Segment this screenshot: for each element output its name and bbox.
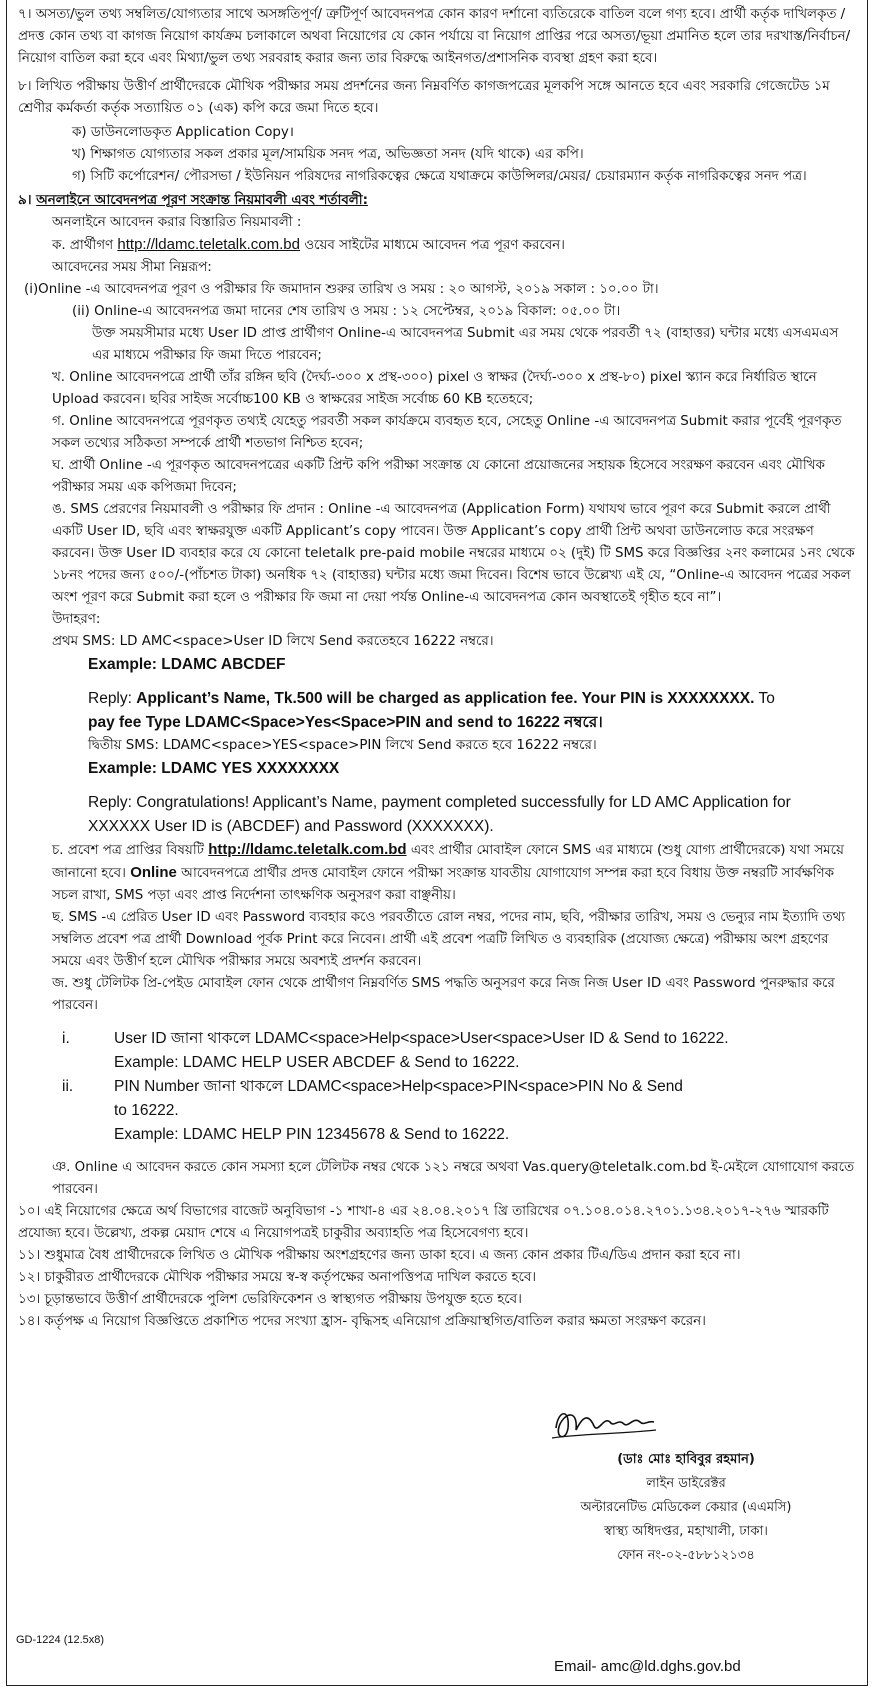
recovery-password-example: Example: LDAMC HELP PIN 12345678 & Send to 16222. <box>114 1126 510 1143</box>
clause-14: ১৪। কর্তৃপক্ষ এ নিয়োগ বিজ্ঞপ্তিতে প্রকাশিত পদের সংখ্যা হ্রাস- বৃদ্ধিসহ এনিয়োগ প্রক্রিয়াস্থগিত/বাতিল করার ক্ষমতা সংরক্ষণ করেন। <box>18 1314 706 1329</box>
recovery-password-number: ii. <box>62 1078 74 1095</box>
circular-document <box>18 4 856 1333</box>
clause-9-cha-text: এবং প্রার্থীর মোবাইল ফোনে SMS এর মাধ্যমে (শুধু যোগ্য প্রার্থীদেরকে) যথা সময়ে জানানো হবে। <box>52 843 844 881</box>
clause-9-ka-label: ক. প্রার্থীগণ <box>52 238 114 253</box>
first-reply <box>18 687 856 711</box>
clause-9-kha: খ. Online আবেদনপত্রে প্রার্থী তাঁর রঙ্গিন ছবি (দৈর্ঘ্য-৩০০ x প্রস্থ-৩০০) pixel ও স্বাক্ষর (দৈর্ঘ্য-৩০০ x প্রস্থ-৮০) pixel স্ক্যান করে নির্ধারিত স্থানে Upload করবেন। ছবির সাইজ সর্বোচ্চ100 KB ও স্বাক্ষরের সাইজ সর্বোচ্চ 60 KB হতেহবে; <box>52 370 817 407</box>
recovery-password-text: PIN Number জানা থাকলে LDAMC<space>Help<space>PIN<space>PIN No & Send to 16222. <box>114 1078 683 1119</box>
signatory-designation: লাইন ডাইরেক্টর <box>646 1476 726 1491</box>
first-sms-example: Example: LDAMC ABCDEF <box>88 656 286 673</box>
second-reply <box>18 791 856 839</box>
signatory-phone: ফোন নং-০২-৫৮৮১২১৩৪ <box>617 1548 755 1563</box>
signatory-email[interactable]: Email- amc@ld.dghs.gov.bd <box>554 1658 741 1675</box>
second-reply-label: Reply: <box>88 794 132 811</box>
first-reply-line-2: pay fee Type LDAMC<Space>Yes<Space>PIN and send to 16222 নম্বরে। <box>88 714 603 731</box>
clause-8-ga: গ) সিটি কর্পোরেশন/ পৌরসভা / ইউনিয়ন পরিষদের নাগরিকত্বের ক্ষেত্রে যথাক্রমে কাউন্সিলর/মেয়র/ চেয়ারম্যান কর্তৃক নাগরিকত্বের সনদ পত্র। <box>72 169 807 184</box>
clause-9-uo: ঙ. SMS প্রেরণের নিয়মাবলী ও পরীক্ষার ফি প্রদান : Online -এ আবেদনপত্র (Application Form) যথাযথ ভাবে পূরণ করে Submit করলে প্রার্থী একটি User ID, ছবি এবং স্বাক্ষরযুক্ত একটি Applicant’s copy পাবেন। উক্ত Applicant’s copy প্রার্থী প্রিন্ট অথবা ডাউনলোড করে সংরক্ষণ করবেন। উক্ত User ID ব্যবহার করে যে কোনো teletalk pre-paid mobile নম্বরের মাধ্যমে ০২ (দুই) টি SMS করে বিজ্ঞপ্তির ২নং কলামের ১নং থেকে ১৮নং পদের জন্য ৫০০/-(পাঁচশত টাকা) অনধিক ৭২ (বাহাত্তর) ঘন্টার মধ্যে জমা দিবেন। বিশেষ ভাবে উল্লেখ্য এই যে, “Online-এ আবেদন পত্রের সকল অংশ পূরণ করে Submit করা হলে ও পরীক্ষার ফি জমা না দেয়া পর্যন্ত Online-এ আবেদনপত্র কোন অবস্থাতেই গৃহীত হবে না”। <box>52 502 855 605</box>
recovery-user-id-number: i. <box>62 1030 70 1047</box>
first-reply-label: Reply: <box>88 690 132 707</box>
clause-13: ১৩। চূড়ান্তভাবে উত্তীর্ণ প্রার্থীদেরকে পুলিশ ভেরিফিকেশন ও স্বাস্থ্যগত পরীক্ষায় উপযুক্ত হতে হবে। <box>18 1292 522 1307</box>
admit-card-link[interactable]: http://ldamc.teletalk.com.bd <box>208 841 407 858</box>
clause-9-nio: ঞ. Online এ আবেদন করতে কোন সমস্যা হলে টেলিটক নম্বর থেকে ১২১ নম্বরে অথবা Vas.query@teletalk.com.bd ই-মেইলে যোগাযোগ করতে পারবেন। <box>52 1160 855 1197</box>
online-rules-intro: অনলাইনে আবেদন করার বিস্তারিত নিয়মাবলী : <box>52 215 302 230</box>
recovery-user-id-example: Example: LDAMC HELP USER ABCDEF & Send to 16222. <box>114 1054 520 1071</box>
end-date: (ii) Online-এ আবেদনপত্র জমা দানের শেষ তারিখ ও সময় : ১২ সেপ্টেম্বর, ২০১৯ বিকাল: ০৫.০০ টা। <box>72 304 621 319</box>
clause-9-number: ৯। <box>18 193 32 208</box>
signatory-name: (ডাঃ মোঃ হাবিবুর রহমান) <box>617 1452 755 1467</box>
signatory-office: স্বাস্থ্য অধিদপ্তর, মহাখালী, ঢাকা। <box>604 1524 768 1539</box>
clause-9-ka <box>18 234 856 257</box>
signatory-block <box>536 1448 836 1568</box>
recovery-password <box>18 1075 856 1147</box>
clause-9-ka-text: ওয়েব সাইটের মাধ্যমে আবেদন পত্র পূরণ করবেন। <box>304 238 565 253</box>
clause-11: ১১। শুধুমাত্র বৈধ প্রার্থীদেরকে লিখিত ও মৌখিক পরীক্ষায় অংশগ্রহণের জন্য ডাকা হবে। এ জন্য কোন প্রকার টিএ/ডিএ প্রদান করা হবে না। <box>18 1248 741 1263</box>
clause-12: ১২। চাকুরীরত প্রার্থীদেরকে মৌখিক পরীক্ষার সময়ে স্ব-স্ব কর্তৃপক্ষের অনাপত্তিপত্র দাখিল করতে হবে। <box>18 1270 537 1285</box>
time-limit-heading: আবেদনের সময় সীমা নিম্নরূপ: <box>52 260 212 275</box>
clause-9-cha-label: চ. প্রবেশ পত্র প্রাপ্তির বিষয়টি <box>52 843 204 858</box>
clause-9-cha-online: Online <box>130 864 177 881</box>
second-reply-text: Congratulations! Applicant’s Name, payment completed successfully for LD AMC Application for XXXXXX User ID is (ABCDEF) and Password (XXXXXXX). <box>88 794 791 835</box>
clause-9-gha: ঘ. প্রার্থী Online -এ পূরণকৃত আবেদনপত্রের একটি প্রিন্ট কপি পরীক্ষা সংক্রান্ত যে কোনো প্রয়োজনের সহায়ক হিসেবে সংরক্ষণ করবেন এবং মৌখিক পরীক্ষার সময় এক কপিজমা দিবেন; <box>52 458 825 495</box>
example-heading: উদাহরণ: <box>52 612 101 627</box>
signatory-unit: অল্টারনেটিভ মেডিকেল কেয়ার (এএমসি) <box>580 1500 792 1515</box>
clause-8-kha: খ) শিক্ষাগত যোগ্যতার সকল প্রকার মূল/সাময়িক সনদ পত্র, অভিজ্ঞতা সনদ (যদি থাকে) এর কপি। <box>72 147 584 162</box>
signature <box>548 1398 660 1448</box>
recovery-user-id <box>18 1027 856 1075</box>
first-reply-to: To <box>758 690 775 707</box>
clause-9-ga: গ. Online আবেদনপত্রে পূরণকৃত তথ্যই যেহেতু পরবর্তী সকল কার্যক্রমে ব্যবহৃত হবে, সেহেতু Online -এ আবেদনপত্র Submit করার পূর্বেই পূরণকৃত সকল তথ্যের সঠিকতা সম্পর্কে প্রার্থী শতভাগ নিশ্চিত হবেন; <box>52 414 842 451</box>
first-sms: প্রথম SMS: LD AMC<space>User ID লিখে Send করতেহবে 16222 নম্বরে। <box>52 634 494 649</box>
clause-9-chha: ছ. SMS -এ প্রেরিত User ID এবং Password ব্যবহার কওে পরবর্তীতে রোল নম্বর, পদের নাম, ছবি, পরীক্ষার তারিখ, সময় ও ভেন্যুর নাম ইত্যাদি তথ্য সম্বলিত প্রবেশ পত্র প্রার্থী Download পূর্বক Print করে নিবেন। প্রার্থী এই প্রবেশ পত্রটি লিখিত ও ব্যবহারিক (প্রযোজ্য ক্ষেত্রে) পরীক্ষায় অংশ গ্রহণের সময়ে এবং উত্তীর্ণ হলে মৌখিক পরীক্ষার সময়ে অবশ্যই প্রদর্শন করবেন। <box>52 910 846 969</box>
fee-payment-note: উক্ত সময়সীমার মধ্যে User ID প্রাপ্ত প্রার্থীগণ Online-এ আবেদনপত্র Submit এর সময় থেকে পরবর্তী ৭২ (বাহাত্তর) ঘন্টার মধ্যে এসএমএস এর মাধ্যমে পরীক্ষার ফি জমা দিতে পারবেন; <box>92 326 839 363</box>
clause-8-ka: ক) ডাউনলোডকৃত Application Copy। <box>72 125 294 140</box>
clause-8: ৮। লিখিত পরীক্ষায় উত্তীর্ণ প্রার্থীদেরকে মৌখিক পরীক্ষার সময় প্রদর্শনের জন্য নিম্নবর্ণিত কাগজপত্রের মূলকপি সঙ্গে আনতে হবে এবং সরকারি গেজেটেড ১ম শ্রেণীর কর্মকর্তা কর্তৃক সত্যায়িত ০১ (এক) কপি করে জমা দিতে হবে। <box>18 79 830 116</box>
second-sms: দ্বিতীয় SMS: LDAMC<space>YES<space>PIN লিখে Send করতে হবে 16222 নম্বরে। <box>88 738 597 753</box>
second-sms-example: Example: LDAMC YES XXXXXXXX <box>88 760 340 777</box>
clause-9-heading <box>18 190 856 212</box>
clause-10: ১০। এই নিয়োগের ক্ষেত্রে অর্থ বিভাগের বাজেট অনুবিভাগ -১ শাখা-৪ এর ২৪.০৪.২০১৭ খ্রি তারিখের ০৭.১০৪.০১৪.২৭০১.১৩৪.২০১৭-২৭৬ স্মারকটি প্রযোজ্য হবে। উল্লেখ্য, প্রকল্প মেয়াদ শেষে এ নিয়োগপত্রই চাকুরীর অব্যাহতি পত্র হিসেবেগণ্য হবে। <box>18 1204 829 1241</box>
footer-code: GD-1224 (12.5x8) <box>16 1634 105 1646</box>
application-site-link[interactable]: http://ldamc.teletalk.com.bd <box>117 236 300 253</box>
clause-9-cha <box>18 839 856 907</box>
start-date: (i)Online -এ আবেদনপত্র পূরণ ও পরীক্ষার ফি জমাদান শুরুর তারিখ ও সময় : ২০ আগস্ট, ২০১৯ সকাল : ১০.০০ টা। <box>24 282 659 297</box>
recovery-user-id-text: User ID জানা থাকলে LDAMC<space>Help<space>User<space>User ID & Send to 16222. <box>114 1030 729 1047</box>
first-reply-text: Applicant’s Name, Tk.500 will be charged as application fee. Your PIN is XXXXXXXX. <box>136 690 755 707</box>
clause-9-cha-rest: আবেদনপত্রে প্রার্থীর প্রদত্ত মোবাইল ফোনে পরীক্ষা সংক্রান্ত যাবতীয় যোগাযোগ সম্পন্ন করা হবে বিধায় উক্ত নম্বরটি সার্বক্ষণিক সচল রাখা, SMS পড়া এবং প্রাপ্ত নির্দেশনা তাৎক্ষণিক অনুসরণ করা বাঞ্ছনীয়। <box>52 866 835 903</box>
clause-9-title: অনলাইনে আবেদনপত্র পূরণ সংক্রান্ত নিয়মাবলী এবং শর্তাবলী: <box>36 193 368 208</box>
clause-7: ৭। অসত্য/ভুল তথ্য সম্বলিত/যোগ্যতার সাথে অসঙ্গতিপূর্ণ/ ত্রুটিপূর্ণ আবেদনপত্র কোন কারণ দর্শানো ব্যতিরেকে বাতিল বলে গণ্য হবে। প্রার্থী কর্তৃক দাখিলকৃত /প্রদত্ত কোন তথ্য বা কাগজ নিয়োগ কার্যক্রম চলাকালে অথবা নিয়োগের যে কোন পর্যায়ে বা নিয়োগ প্রাপ্তির পরে অসত্য/ভূয়া প্রমানিত হলে তার দরখাস্ত/নির্বাচন/নিয়োগ বাতিল করা হবে এবং মিথ্যা/ভুল তথ্য সরবরাহ করার জন্য তার বিরুদ্ধে আইনগত/প্রশাসনিক ব্যবস্থা গ্রহণ করা হবে। <box>18 7 851 66</box>
clause-9-ja: জ. শুধু টেলিটক প্রি-পেইড মোবাইল ফোন থেকে প্রার্থীগণ নিম্নবর্ণিত SMS পদ্ধতি অনুসরণ করে নিজ নিজ User ID এবং Password পুনরুদ্ধার করে পারবেন। <box>52 976 835 1013</box>
